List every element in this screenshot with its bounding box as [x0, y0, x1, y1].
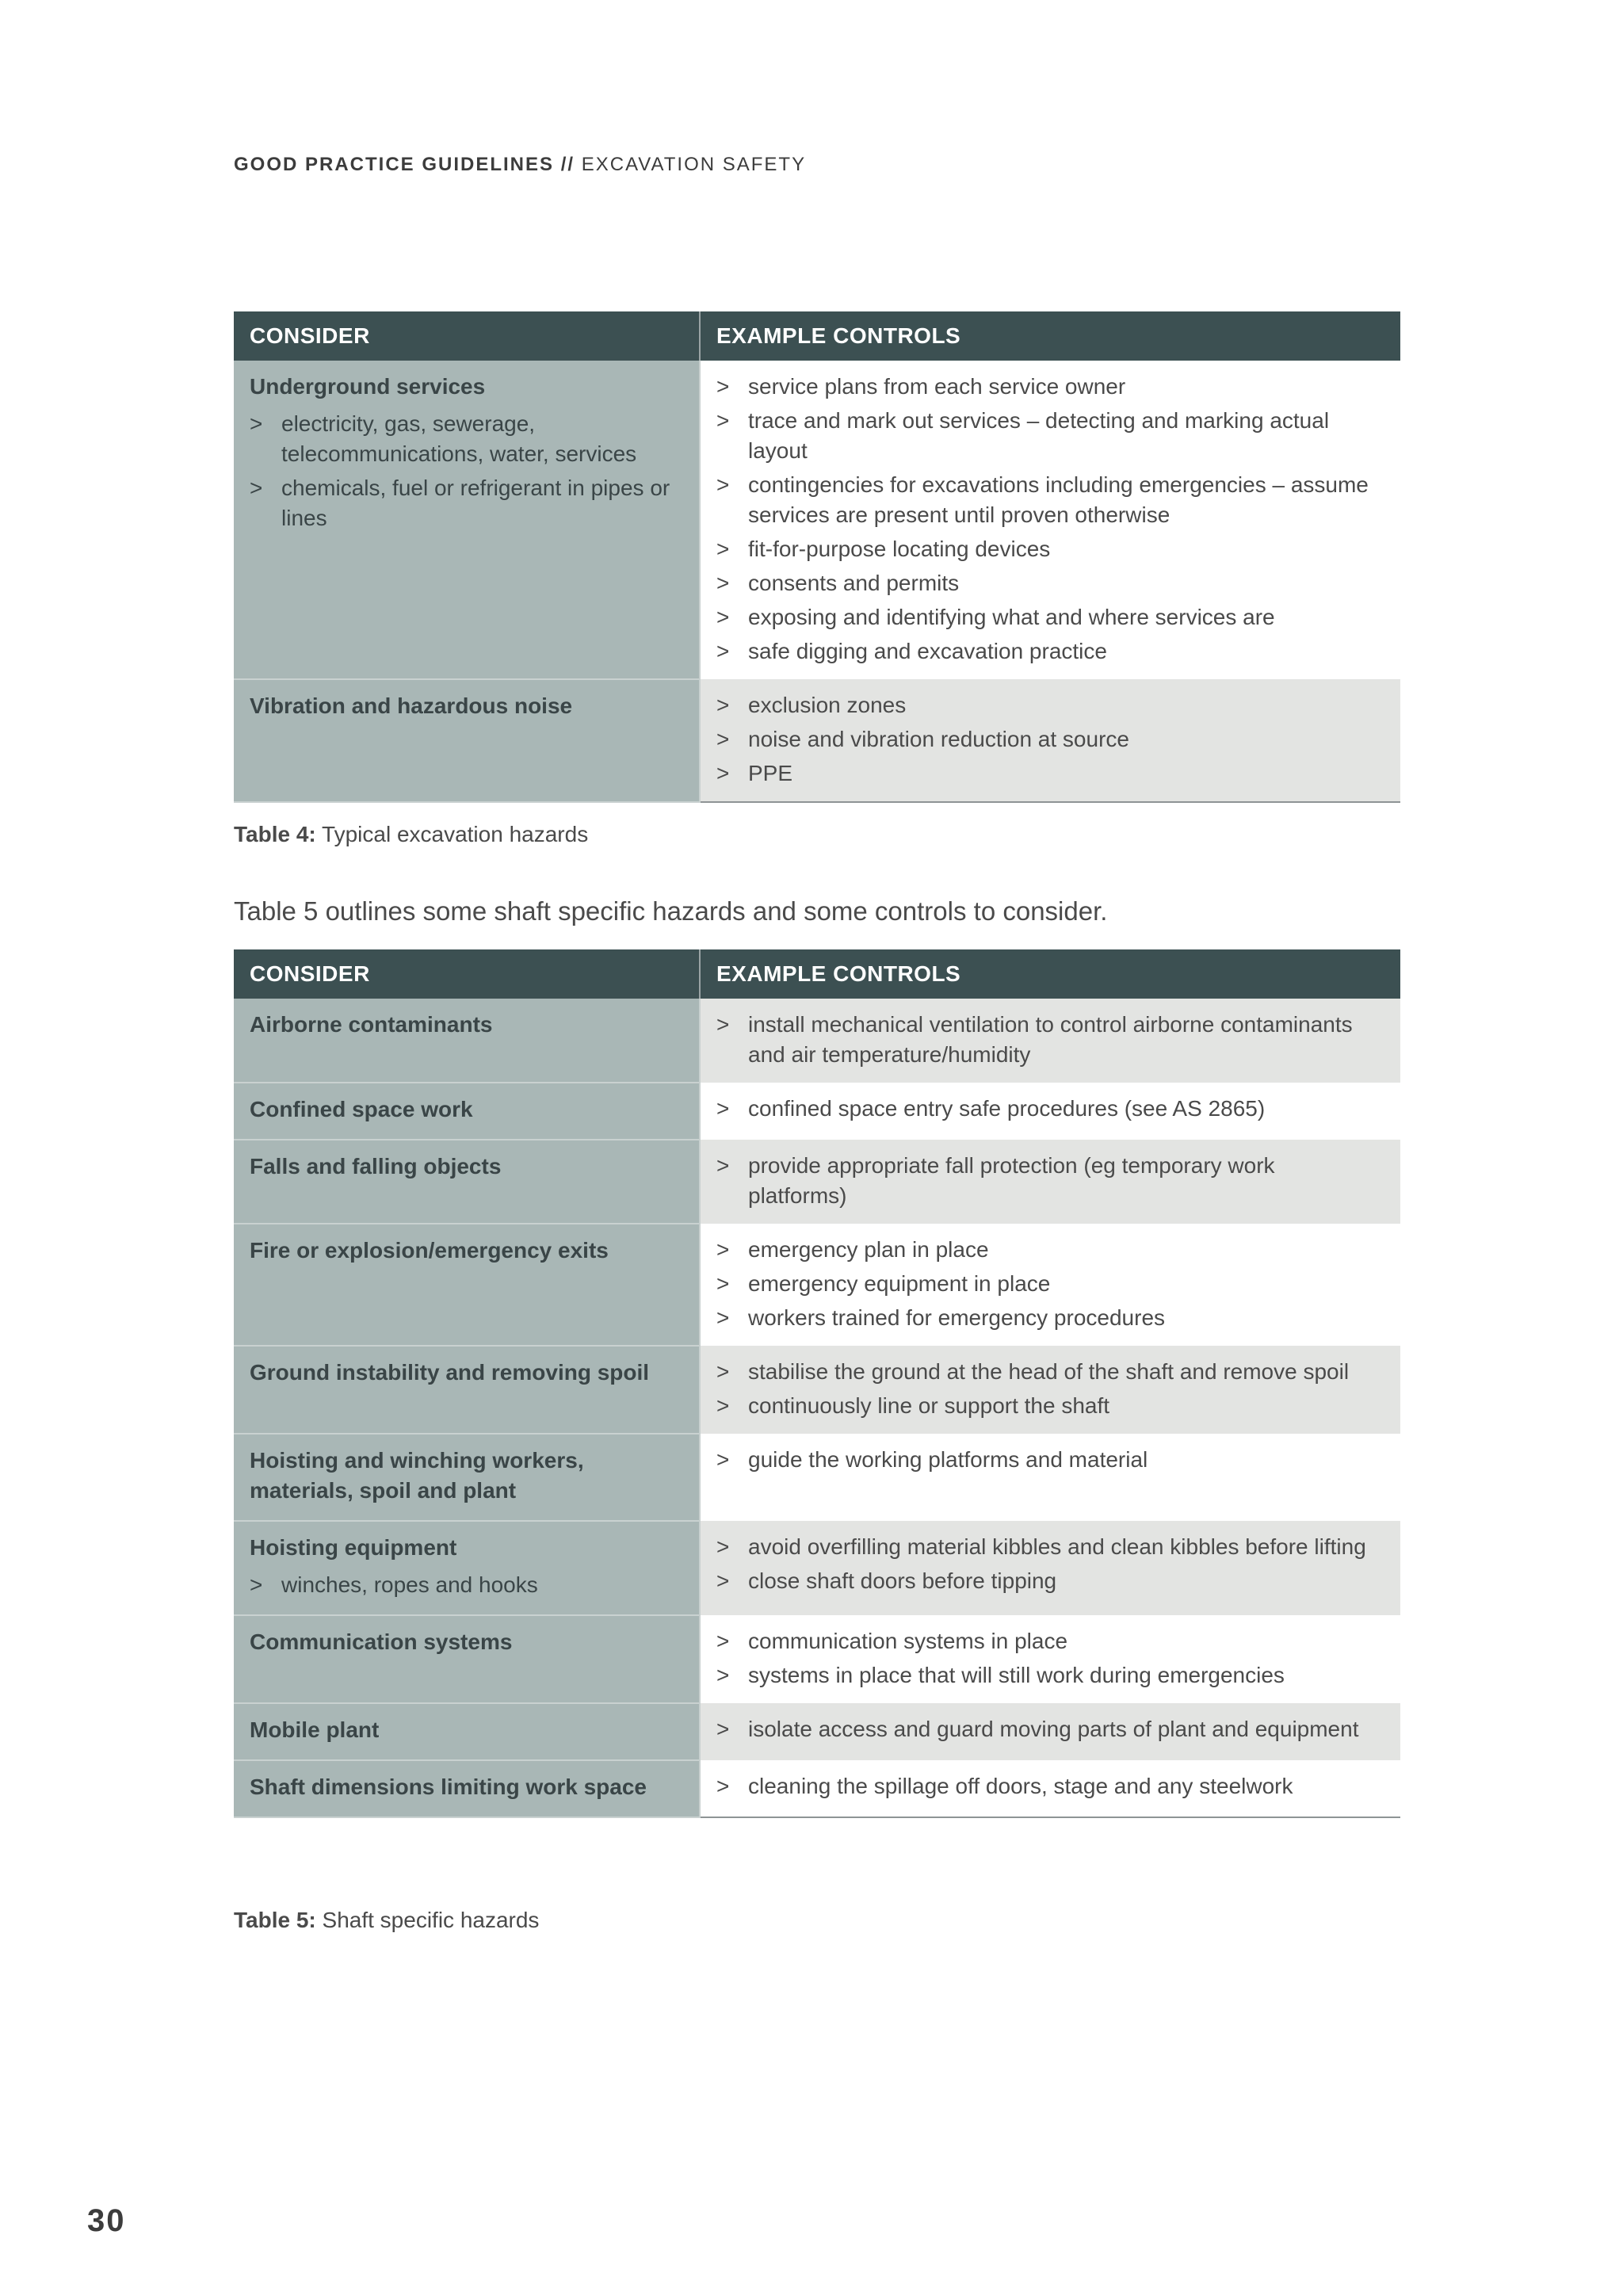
controls-cell [700, 1703, 1400, 1760]
list-item: > service plans from each service owner [716, 372, 1377, 402]
header-series: GOOD PRACTICE GUIDELINES [234, 154, 555, 175]
table-row [234, 1703, 1400, 1760]
hazard-subitems [250, 1570, 683, 1600]
intro-paragraph: Table 5 outlines some shaft specific hazards and some controls to consider. [234, 896, 1108, 926]
hazard-title: Hoisting equipment [250, 1535, 457, 1560]
hazard-subitems [250, 409, 683, 533]
column-header-example-controls: EXAMPLE CONTROLS [700, 949, 1400, 999]
list-item: > exclusion zones [716, 690, 1377, 720]
list-item: > close shaft doors before tipping [716, 1566, 1377, 1596]
page-number: 30 [87, 2203, 126, 2238]
list-item: > provide appropriate fall protection (eg temporary work platforms) [716, 1151, 1377, 1211]
caption-text: Typical excavation hazards [322, 822, 589, 846]
hazard-title: Communication systems [250, 1629, 513, 1654]
running-header [234, 154, 806, 176]
controls-list [716, 1010, 1377, 1070]
list-item: > workers trained for emergency procedures [716, 1303, 1377, 1333]
header-topic: EXCAVATION SAFETY [581, 154, 807, 175]
consider-cell [234, 999, 700, 1083]
hazards-table-5 [234, 949, 1400, 1818]
list-item: > safe digging and excavation practice [716, 636, 1377, 667]
controls-cell [700, 679, 1400, 802]
consider-cell [234, 1521, 700, 1615]
list-item: > emergency plan in place [716, 1235, 1377, 1265]
controls-cell [700, 1140, 1400, 1224]
list-item: > confined space entry safe procedures (see AS 2865) [716, 1094, 1377, 1124]
controls-list [716, 372, 1377, 667]
controls-list [716, 1626, 1377, 1690]
list-item: > exposing and identifying what and where services are [716, 602, 1377, 632]
consider-cell [234, 361, 700, 679]
consider-cell [234, 679, 700, 802]
list-item: > continuously line or support the shaft [716, 1391, 1377, 1421]
controls-list [716, 1094, 1377, 1124]
hazard-title: Mobile plant [250, 1717, 380, 1742]
controls-list [716, 1235, 1377, 1333]
consider-cell [234, 1224, 700, 1346]
controls-cell [700, 1521, 1400, 1615]
list-item: > stabilise the ground at the head of the shaft and remove spoil [716, 1357, 1377, 1387]
controls-cell [700, 999, 1400, 1083]
consider-cell [234, 1703, 700, 1760]
controls-cell [700, 1224, 1400, 1346]
list-item: > electricity, gas, sewerage, telecommunications, water, services [250, 409, 683, 469]
consider-cell [234, 1083, 700, 1140]
controls-list [716, 1714, 1377, 1744]
list-item: > consents and permits [716, 568, 1377, 598]
controls-cell [700, 361, 1400, 679]
header-separator: // [560, 154, 575, 175]
controls-cell [700, 1434, 1400, 1521]
table-row [234, 1224, 1400, 1346]
table-row [234, 1434, 1400, 1521]
controls-list [716, 1357, 1377, 1421]
table-row [234, 361, 1400, 679]
table-5-caption [234, 1908, 539, 1933]
hazard-title: Ground instability and removing spoil [250, 1360, 650, 1385]
hazard-title: Shaft dimensions limiting work space [250, 1775, 647, 1799]
table-header-row [234, 949, 1400, 999]
list-item: > systems in place that will still work during emergencies [716, 1660, 1377, 1690]
list-item: > communication systems in place [716, 1626, 1377, 1656]
list-item: > isolate access and guard moving parts of plant and equipment [716, 1714, 1377, 1744]
table-header-row [234, 311, 1400, 361]
controls-cell [700, 1760, 1400, 1817]
table-row [234, 1760, 1400, 1817]
hazard-title: Underground services [250, 374, 486, 399]
hazard-title: Hoisting and winching workers, materials, spoil and plant [250, 1448, 584, 1503]
column-header-example-controls: EXAMPLE CONTROLS [700, 311, 1400, 361]
controls-list [716, 1445, 1377, 1475]
hazard-title: Confined space work [250, 1097, 473, 1121]
table-row [234, 1521, 1400, 1615]
column-header-consider: CONSIDER [234, 311, 700, 361]
controls-list [716, 1771, 1377, 1801]
hazard-title: Airborne contaminants [250, 1012, 493, 1037]
list-item: > avoid overfilling material kibbles and clean kibbles before lifting [716, 1532, 1377, 1562]
column-header-consider: CONSIDER [234, 949, 700, 999]
table-row [234, 999, 1400, 1083]
hazard-title: Falls and falling objects [250, 1154, 502, 1179]
consider-cell [234, 1615, 700, 1703]
list-item: > trace and mark out services – detecting and marking actual layout [716, 406, 1377, 466]
list-item: > guide the working platforms and material [716, 1445, 1377, 1475]
consider-cell [234, 1760, 700, 1817]
table-row [234, 1140, 1400, 1224]
list-item: > PPE [716, 758, 1377, 789]
list-item: > contingencies for excavations including emergencies – assume services are present until proven otherwise [716, 470, 1377, 530]
table-row [234, 1346, 1400, 1434]
table-4-caption [234, 822, 588, 847]
consider-cell [234, 1346, 700, 1434]
controls-cell [700, 1615, 1400, 1703]
list-item: > winches, ropes and hooks [250, 1570, 683, 1600]
list-item: > cleaning the spillage off doors, stage and any steelwork [716, 1771, 1377, 1801]
controls-list [716, 1151, 1377, 1211]
controls-list [716, 690, 1377, 789]
controls-list [716, 1532, 1377, 1596]
table-row [234, 1615, 1400, 1703]
table-row [234, 679, 1400, 802]
caption-label: Table 4: [234, 822, 316, 846]
list-item: > install mechanical ventilation to control airborne contaminants and air temperature/humidity [716, 1010, 1377, 1070]
controls-cell [700, 1083, 1400, 1140]
hazards-table-4 [234, 311, 1400, 803]
controls-cell [700, 1346, 1400, 1434]
caption-text: Shaft specific hazards [322, 1908, 540, 1932]
caption-label: Table 5: [234, 1908, 316, 1932]
list-item: > fit-for-purpose locating devices [716, 534, 1377, 564]
table-row [234, 1083, 1400, 1140]
list-item: > chemicals, fuel or refrigerant in pipes or lines [250, 473, 683, 533]
hazard-title: Fire or explosion/emergency exits [250, 1238, 609, 1263]
list-item: > noise and vibration reduction at source [716, 724, 1377, 755]
list-item: > emergency equipment in place [716, 1269, 1377, 1299]
consider-cell [234, 1140, 700, 1224]
consider-cell [234, 1434, 700, 1521]
hazard-title: Vibration and hazardous noise [250, 693, 573, 718]
